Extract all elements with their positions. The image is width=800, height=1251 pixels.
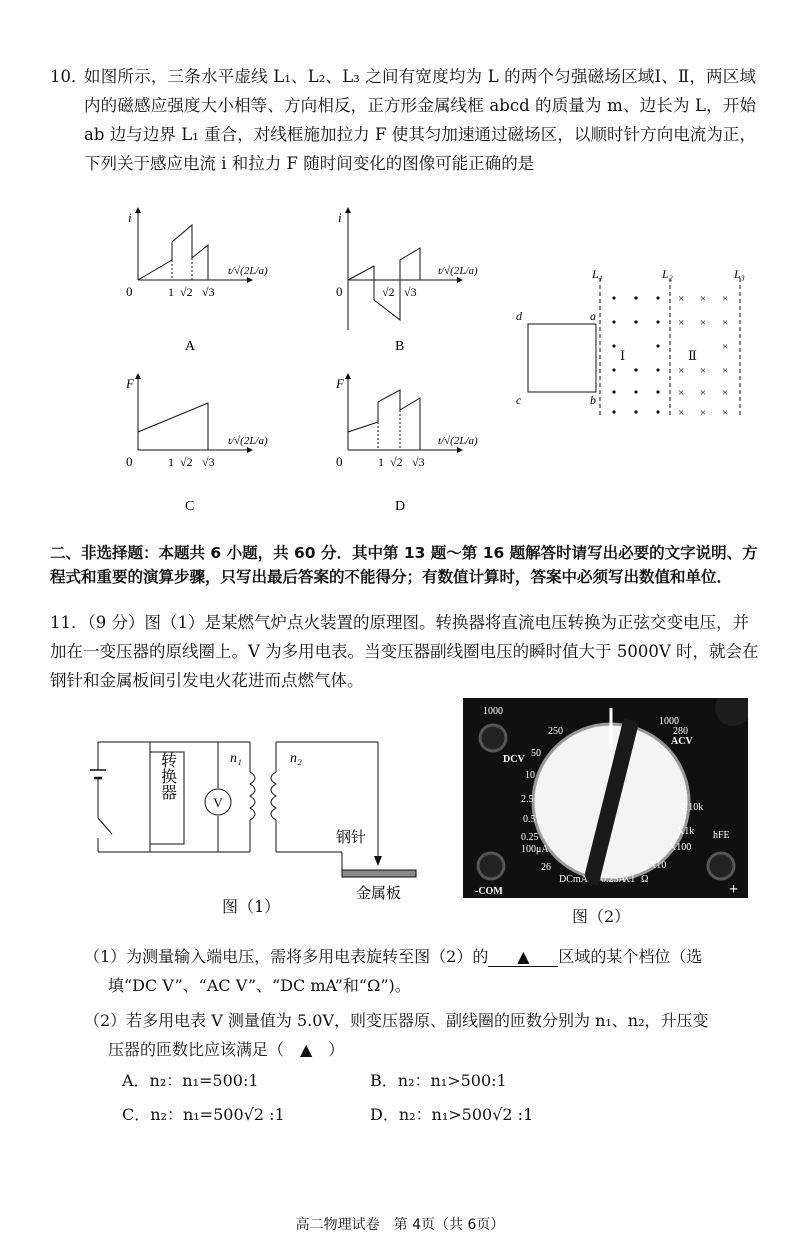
region-2: Ⅱ: [688, 348, 697, 363]
svg-text:×: ×: [722, 365, 729, 377]
svg-text:×: ×: [700, 365, 707, 377]
svg-text:×: ×: [722, 387, 729, 399]
mm-top-left: 1000: [483, 706, 503, 717]
graph-d-label: D: [395, 499, 406, 514]
mm-10: 10: [525, 770, 535, 781]
svg-text:×: ×: [700, 293, 707, 305]
line-l3: L₃: [734, 268, 745, 281]
q11-sub1-before: （1）为测量输入端电压，需将多用电表旋转至图（2）的: [84, 947, 489, 966]
needle-label: 钢针: [336, 830, 367, 846]
graph-c: [125, 376, 268, 514]
mm-ohm: Ω: [641, 874, 649, 885]
multimeter-figure: [463, 698, 748, 898]
graph-a-xaxis: t/√(2L/a): [228, 265, 268, 277]
svg-text:×: ×: [678, 407, 685, 419]
svg-text:×: ×: [722, 293, 729, 305]
circuit-figure: [90, 730, 430, 910]
graph-b: [336, 210, 478, 354]
graph-b-tick3: √3: [404, 285, 417, 299]
q11-number: 11．: [50, 613, 88, 632]
option-b: B．n₂：n₁>500:1: [370, 1071, 507, 1090]
graph-c-origin: 0: [126, 454, 133, 469]
mm-acv: ACV: [671, 736, 693, 747]
svg-text:×: ×: [722, 341, 729, 353]
graph-d: [335, 376, 478, 514]
option-d: D．n₂：n₁>500√2 :1: [370, 1105, 534, 1124]
graph-a-yaxis: i: [128, 210, 132, 225]
mm-plus: +: [729, 881, 739, 898]
converter-label: 转换器: [158, 752, 176, 800]
graph-c-tick2: √2: [180, 455, 193, 469]
mm-x10: X10: [649, 860, 667, 871]
field-figure: [510, 268, 760, 428]
figure2-caption: 图（2）: [572, 907, 631, 926]
svg-text:×: ×: [700, 387, 707, 399]
graph-a-tick3: √3: [202, 285, 215, 299]
graph-d-origin: 0: [336, 454, 343, 469]
graph-d-yaxis: F: [336, 376, 344, 391]
mm-2-5: 2.5: [521, 794, 534, 805]
option-c: C．n₂：n₁=500√2 :1: [122, 1105, 285, 1124]
svg-text:×: ×: [722, 317, 729, 329]
mm-26: 26: [541, 862, 551, 873]
q11-sub1-blank: ▲: [488, 947, 558, 967]
q11-sub1-line1: [84, 944, 764, 967]
page-footer: 高二物理试卷 第 4页（共 6页）: [295, 1217, 505, 1233]
line-l2: L₂: [662, 268, 673, 281]
q11-sub2-line1: （2）若多用电表 V 测量值为 5.0V，则变压器原、副线圈的匝数分别为 n₁、n₂，升压变: [84, 1011, 709, 1030]
graph-a: [126, 210, 268, 354]
q11-body: （9 分）图（1）是某燃气炉点火装置的原理图。转换器将直流电压转换为正弦交变电压，并加在一变压器的原线圈上。V 为多用电表。当变压器副线圈电压的瞬时值大于 5000V 时，就会在钢针和金属板间引发电火花进而点燃气体。: [50, 613, 759, 690]
graph-d-tick1: 1: [378, 455, 384, 469]
q11-sub2-line2: 压器的匝数比应该满足（ ▲ ）: [108, 1040, 345, 1059]
mm-100ua: 100μA: [521, 844, 549, 855]
q11-sub1-line2: 填“DC V”、“AC V”、“DC mA”和“Ω”)。: [108, 976, 411, 995]
mm-0-25: 0.25: [521, 832, 539, 843]
graph-a-tick1: 1: [168, 285, 174, 299]
graph-b-yaxis: i: [338, 210, 342, 225]
mm-025a: 0.25A: [601, 874, 626, 885]
svg-text:×: ×: [678, 317, 685, 329]
graph-d-xaxis: t/√(2L/a): [438, 435, 478, 447]
mm-ac-280: 280: [673, 726, 688, 737]
meter-label: V: [213, 795, 223, 810]
mm-com: -COM: [475, 886, 503, 897]
graph-c-yaxis: F: [126, 376, 134, 391]
mm-50: 50: [531, 748, 541, 759]
mm-250: 250: [548, 726, 563, 737]
graph-d-tick2: √2: [390, 455, 403, 469]
mm-x1: X1: [623, 874, 636, 885]
graph-b-origin: 0: [336, 284, 343, 299]
mm-0-5: 0.5: [523, 814, 536, 825]
graph-b-tick2: √2: [382, 285, 395, 299]
mm-x100: X100: [669, 842, 692, 853]
graph-b-label: B: [395, 339, 405, 354]
graph-c-label: C: [185, 499, 195, 514]
svg-text:×: ×: [700, 317, 707, 329]
graph-a-label: A: [185, 339, 196, 354]
n2-label: n₂: [290, 751, 302, 766]
figure1-caption: 图（1）: [222, 897, 281, 916]
svg-text:×: ×: [678, 365, 685, 377]
mm-dcv: DCV: [503, 754, 525, 765]
corner-a: a: [590, 309, 596, 323]
q10-graphs: [120, 200, 500, 530]
graph-d-tick3: √3: [412, 455, 425, 469]
mm-x10k: X10k: [681, 802, 704, 813]
svg-text:×: ×: [722, 407, 729, 419]
graph-a-tick2: √2: [180, 285, 193, 299]
q11-sub1-after: 区域的某个档位（选: [558, 947, 703, 966]
n1-label: n₁: [230, 751, 242, 766]
line-l1: L₁: [592, 268, 603, 281]
graph-c-tick1: 1: [168, 455, 174, 469]
q10-text: 如图所示，三条水平虚线 L₁、L₂、L₃ 之间有宽度均为 L 的两个匀强磁场区域Ⅰ、Ⅱ，两区域内的磁感应强度大小相等、方向相反，正方形金属线框 abcd 的质量为 m、边长为 L，开始 ab 边与边界 L₁ 重合，对线框施加拉力 F 使其匀加速通过磁场区，以顺时针方向电流为正，下列关于感应电流 i 和拉力 F 随时间变化的图像可能正确的是: [84, 67, 756, 173]
corner-b: b: [590, 393, 596, 407]
graph-c-tick3: √3: [202, 455, 215, 469]
svg-text:×: ×: [678, 293, 685, 305]
section-2-header: 二、非选择题：本题共 6 小题，共 60 分．其中第 13 题～第 16 题解答时请写出必要的文字说明、方程式和重要的演算步骤，只写出最后答案的不能得分；有数值计算时，答案中必须写出数值和单位．: [50, 544, 758, 586]
corner-d: d: [516, 309, 522, 323]
graph-a-origin: 0: [126, 284, 133, 299]
option-a: A．n₂：n₁=500:1: [122, 1071, 259, 1090]
mm-dcma: DCmA: [559, 874, 588, 885]
graph-c-xaxis: t/√(2L/a): [228, 435, 268, 447]
q11-text: [50, 608, 762, 695]
graph-b-xaxis: t/√(2L/a): [438, 265, 478, 277]
svg-text:×: ×: [700, 407, 707, 419]
plate-label: 金属板: [356, 886, 402, 902]
corner-c: c: [516, 393, 522, 407]
q10-number: 10．: [50, 67, 88, 86]
region-1: Ⅰ: [620, 348, 626, 363]
mm-x1k: X1k: [677, 826, 695, 837]
mm-ac-1000: 1000: [659, 716, 679, 727]
svg-text:×: ×: [678, 387, 685, 399]
mm-hfe: hFE: [713, 830, 730, 841]
